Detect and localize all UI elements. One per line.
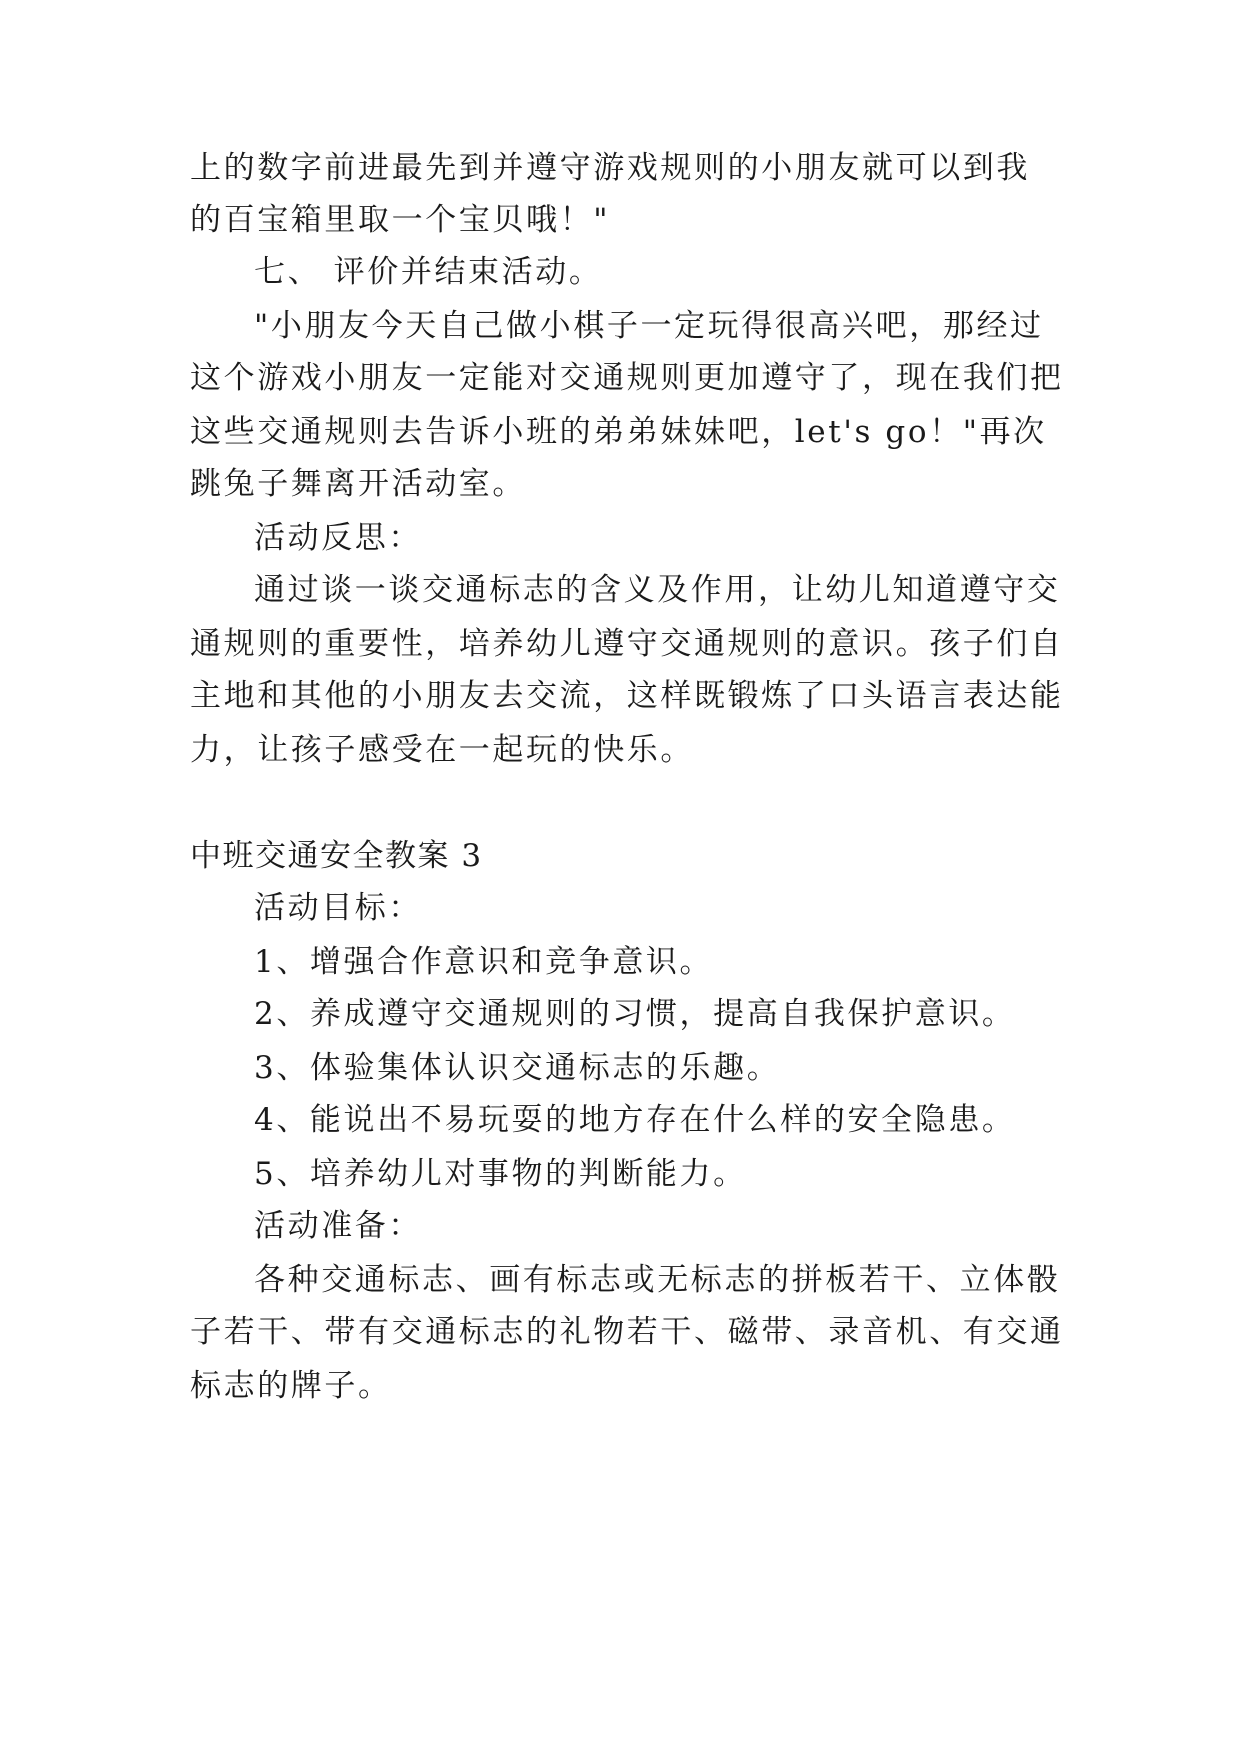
- section-title: 中班交通安全教案 3: [190, 838, 483, 874]
- paragraph-line: 力，让孩子感受在一起玩的快乐。: [190, 732, 694, 768]
- goal-item: 5、培养幼儿对事物的判断能力。: [254, 1156, 747, 1192]
- paragraph-line: 跳兔子舞离开活动室。: [190, 466, 526, 502]
- goal-item: 2、养成遵守交通规则的习惯，提高自我保护意识。: [254, 996, 1016, 1032]
- paragraph-line: 通规则的重要性，培养幼儿遵守交通规则的意识。孩子们自: [190, 626, 1064, 662]
- paragraph-line: 这些交通规则去告诉小班的弟弟妹妹吧，let's go！"再次: [190, 414, 1047, 450]
- goal-item: 4、能说出不易玩耍的地方存在什么样的安全隐患。: [254, 1102, 1016, 1138]
- paragraph-line: 标志的牌子。: [190, 1368, 392, 1404]
- reflection-heading: 活动反思：: [254, 520, 422, 556]
- paragraph-line: 这个游戏小朋友一定能对交通规则更加遵守了，现在我们把: [190, 360, 1064, 396]
- goals-heading: 活动目标：: [254, 890, 422, 926]
- paragraph-line: 上的数字前进最先到并遵守游戏规则的小朋友就可以到我: [190, 150, 1030, 186]
- goal-item: 1、增强合作意识和竞争意识。: [254, 944, 714, 980]
- prep-heading: 活动准备：: [254, 1208, 422, 1244]
- paragraph-line: 各种交通标志、画有标志或无标志的拼板若干、立体骰: [254, 1262, 1061, 1298]
- paragraph-line: 通过谈一谈交通标志的含义及作用，让幼儿知道遵守交: [254, 572, 1061, 608]
- paragraph-line: "小朋友今天自己做小棋子一定玩得很高兴吧，那经过: [254, 308, 1044, 344]
- paragraph-line: 子若干、带有交通标志的礼物若干、磁带、录音机、有交通: [190, 1314, 1064, 1350]
- goal-item: 3、体验集体认识交通标志的乐趣。: [254, 1050, 781, 1086]
- step-heading: 七、 评价并结束活动。: [254, 254, 603, 290]
- paragraph-line: 主地和其他的小朋友去交流，这样既锻炼了口头语言表达能: [190, 678, 1064, 714]
- paragraph-line: 的百宝箱里取一个宝贝哦！": [190, 202, 611, 238]
